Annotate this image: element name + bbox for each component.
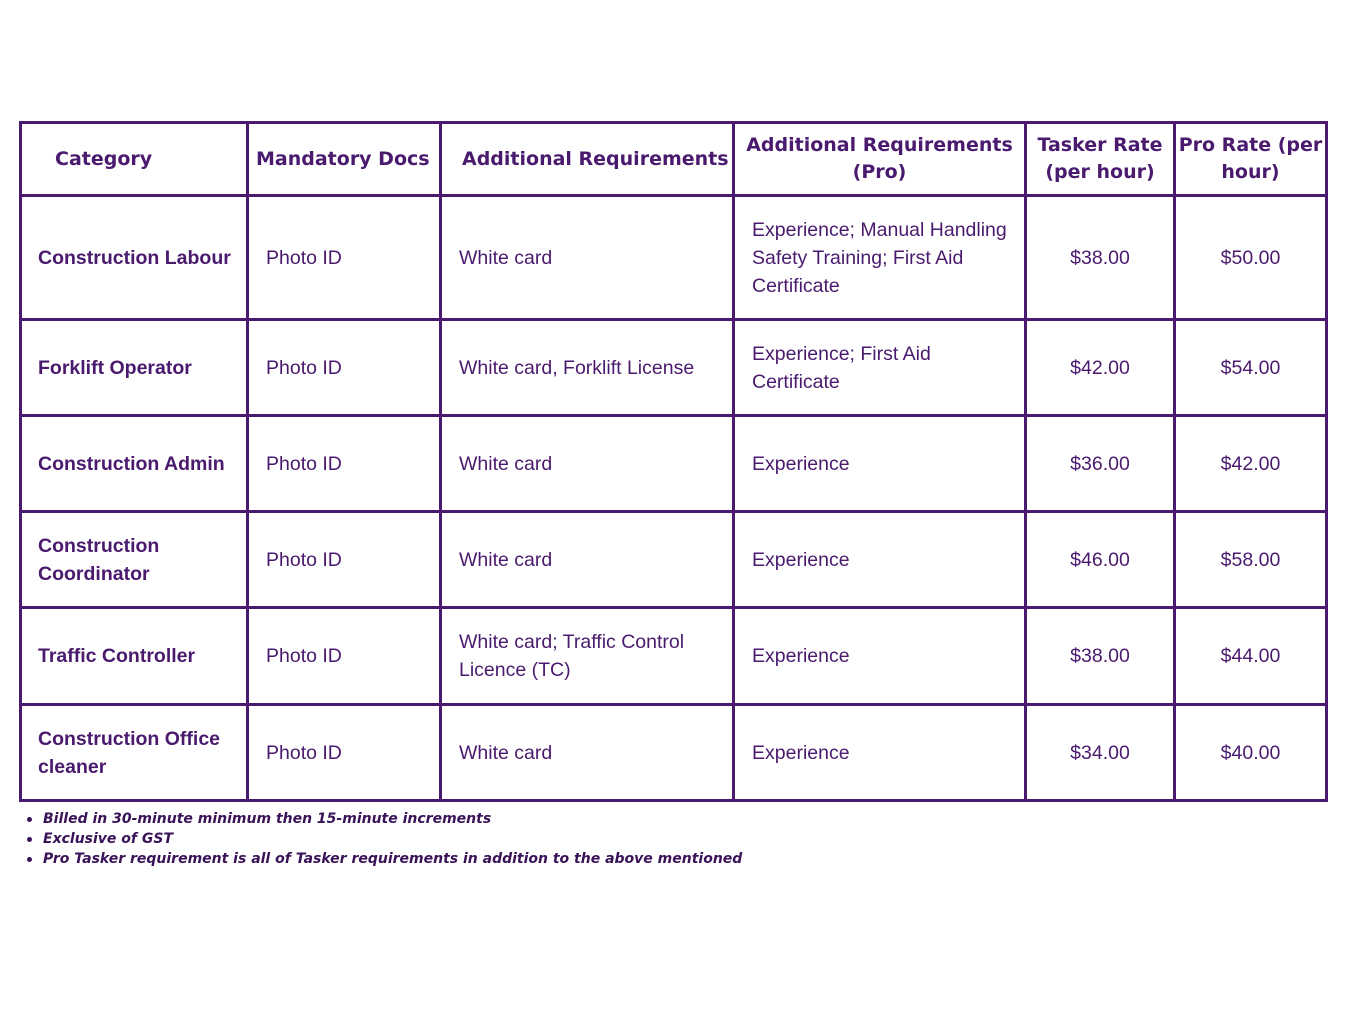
table-row bbox=[21, 416, 1327, 512]
header-pro-rate: Pro Rate (per hour) bbox=[1175, 123, 1327, 196]
mandatory-docs-cell: Photo ID bbox=[248, 416, 441, 512]
category-cell: Construction Coordinator bbox=[21, 512, 248, 608]
additional-requirements-cell: White card, Forklift License bbox=[441, 320, 734, 416]
additional-requirements-pro-cell: Experience bbox=[734, 705, 1026, 801]
table-row bbox=[21, 705, 1327, 801]
footnote-billing: Billed in 30-minute minimum then 15-minute increments bbox=[43, 809, 742, 829]
tasker-rate-cell: $46.00 bbox=[1026, 512, 1175, 608]
table-header-row bbox=[21, 123, 1327, 196]
table-row bbox=[21, 512, 1327, 608]
pro-rate-cell: $42.00 bbox=[1175, 416, 1327, 512]
mandatory-docs-cell: Photo ID bbox=[248, 196, 441, 320]
category-cell: Traffic Controller bbox=[21, 608, 248, 705]
additional-requirements-cell: White card bbox=[441, 512, 734, 608]
mandatory-docs-cell: Photo ID bbox=[248, 608, 441, 705]
pro-rate-cell: $44.00 bbox=[1175, 608, 1327, 705]
table-row bbox=[21, 608, 1327, 705]
footnote-pro-tasker: Pro Tasker requirement is all of Tasker requirements in addition to the above mentioned bbox=[43, 851, 743, 867]
category-cell: Construction Admin bbox=[21, 416, 248, 512]
additional-requirements-pro-cell: Experience bbox=[734, 608, 1026, 705]
tasker-rate-cell: $42.00 bbox=[1026, 320, 1175, 416]
header-category: Category bbox=[21, 123, 248, 196]
additional-requirements-pro-cell: Experience; Manual Handling Safety Training; First Aid Certificate bbox=[734, 196, 1026, 320]
mandatory-docs-cell: Photo ID bbox=[248, 512, 441, 608]
tasker-rate-cell: $36.00 bbox=[1026, 416, 1175, 512]
pro-rate-cell: $50.00 bbox=[1175, 196, 1327, 320]
mandatory-docs-cell: Photo ID bbox=[248, 705, 441, 801]
additional-requirements-pro-cell: Experience bbox=[734, 416, 1026, 512]
mandatory-docs-cell: Photo ID bbox=[248, 320, 441, 416]
pro-rate-cell: $58.00 bbox=[1175, 512, 1327, 608]
table-row bbox=[21, 320, 1327, 416]
category-cell: Construction Labour bbox=[21, 196, 248, 320]
additional-requirements-cell: White card; Traffic Control Licence (TC) bbox=[441, 608, 734, 705]
tasker-rate-cell: $34.00 bbox=[1026, 705, 1175, 801]
footnote-gst: Exclusive of GST bbox=[43, 829, 742, 849]
additional-requirements-pro-cell: Experience bbox=[734, 512, 1026, 608]
additional-requirements-cell: White card bbox=[441, 196, 734, 320]
footnotes-list bbox=[23, 809, 742, 869]
header-additional-requirements: Additional Requirements bbox=[441, 123, 734, 196]
additional-requirements-pro-cell: Experience; First Aid Certificate bbox=[734, 320, 1026, 416]
table-row bbox=[21, 196, 1327, 320]
additional-requirements-cell: White card bbox=[441, 416, 734, 512]
pro-rate-cell: $54.00 bbox=[1175, 320, 1327, 416]
pro-rate-cell: $40.00 bbox=[1175, 705, 1327, 801]
rate-table bbox=[19, 121, 1328, 802]
category-cell: Forklift Operator bbox=[21, 320, 248, 416]
header-mandatory-docs: Mandatory Docs bbox=[248, 123, 441, 196]
header-tasker-rate: Tasker Rate (per hour) bbox=[1026, 123, 1175, 196]
tasker-rate-cell: $38.00 bbox=[1026, 196, 1175, 320]
additional-requirements-cell: White card bbox=[441, 705, 734, 801]
tasker-rate-cell: $38.00 bbox=[1026, 608, 1175, 705]
header-additional-requirements-pro: Additional Requirements (Pro) bbox=[734, 123, 1026, 196]
category-cell: Construction Office cleaner bbox=[21, 705, 248, 801]
